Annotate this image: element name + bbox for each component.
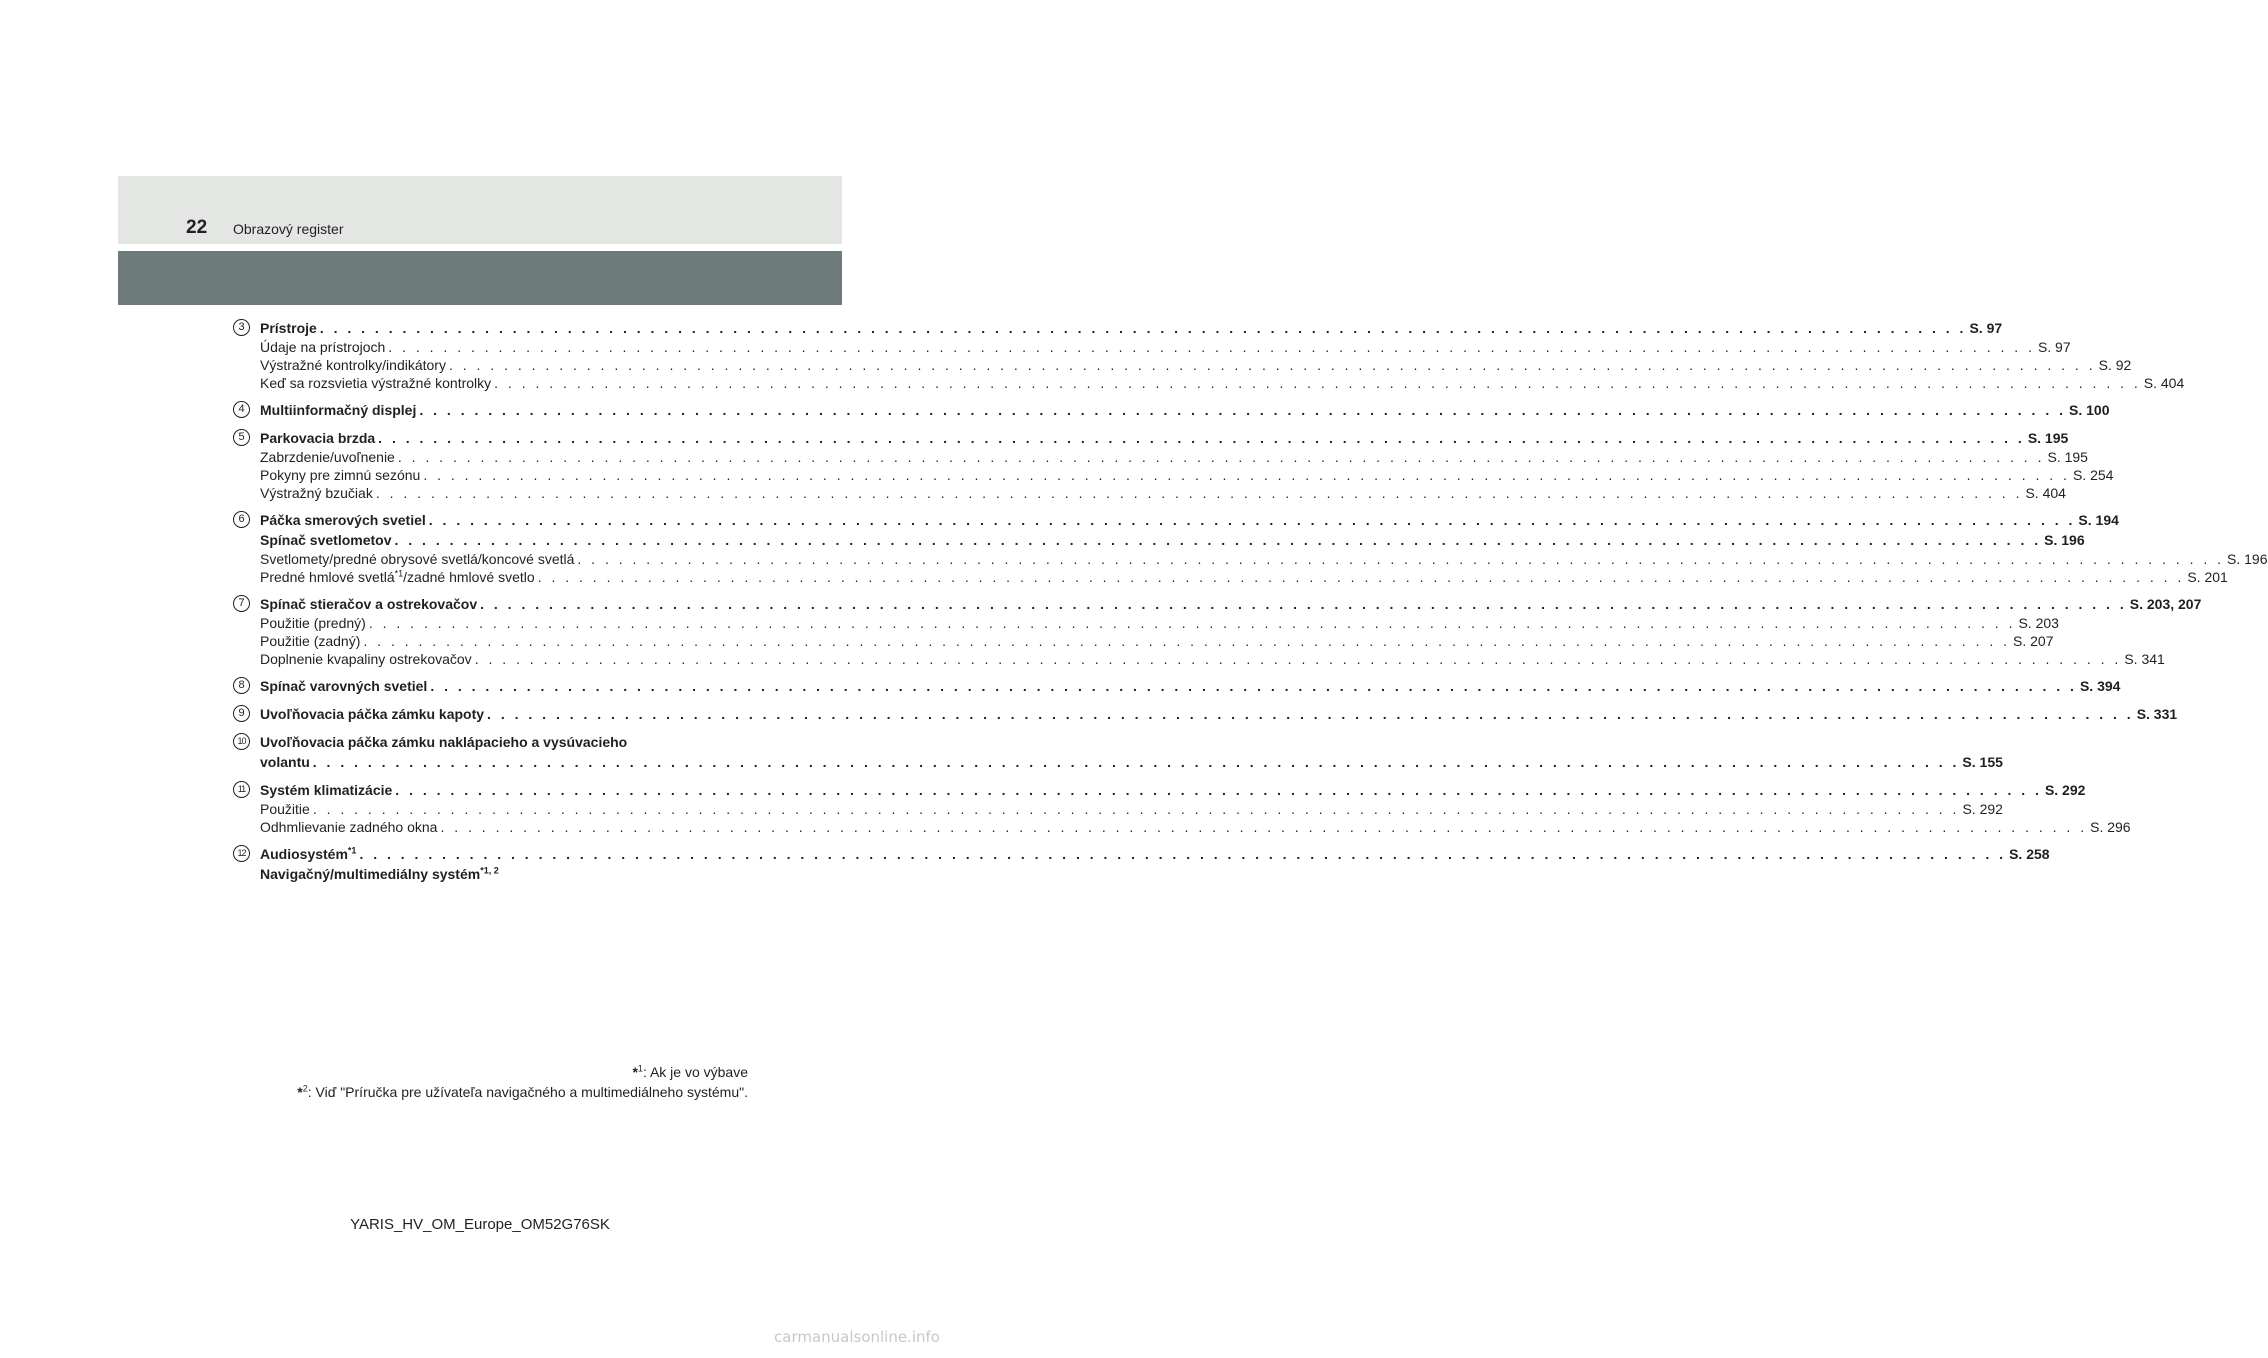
entry-label: [260, 400, 416, 420]
index-sub-entry[interactable]: [260, 374, 2185, 392]
circled-number-marker: 12: [233, 845, 250, 862]
index-group: [233, 844, 2050, 884]
entry-label: [260, 594, 477, 614]
dot-leader: . . . . . . . . . . . . . . . . . . . . . . . . . . . . . . . . . . . . . . . . . . . . . . . . . . . . . . . . . . . . . . . . . . . . . . . . . . . . . . . . . . . . . . . . . . . . . . . . . . . . . . . . . . . . . . . . . . . . . . . .: [312, 801, 1960, 817]
entry-text: Použitie: [260, 801, 310, 817]
dot-leader: . . . . . . . . . . . . . . . . . . . . . . . . . . . . . . . . . . . . . . . . . . . . . . . . . . . . . . . . . . . . . . . . . . . . . . . . . . . . . . . . . . . . . . . . . . . . . . . . . . . . . . . . . . . . . . . . . . . . . . . .: [577, 551, 2225, 567]
dot-leader: . . . . . . . . . . . . . . . . . . . . . . . . . . . . . . . . . . . . . . . . . . . . . . . . . . . . . . . . . . . . . . . . . . . . . . . . . . . . . . . . . . . . . . . . . . . . . . . . . . . . . . . . . . . . . . . . . . . . . . . .: [440, 819, 2088, 835]
entry-label: [260, 568, 535, 586]
index-group: [233, 318, 2185, 392]
index-group: [233, 676, 2121, 696]
footnote-star: *: [632, 1064, 638, 1080]
entry-label: [260, 356, 446, 374]
entry-text-continued: /zadné hmlové svetlo: [403, 569, 535, 585]
entry-label: [260, 428, 375, 448]
entry-label: [260, 864, 499, 884]
index-heading-entry[interactable]: [260, 510, 2119, 530]
index-sub-entry[interactable]: [260, 448, 2088, 466]
footnote-ref: *1: [347, 845, 357, 856]
index-heading-entry[interactable]: [260, 732, 725, 752]
entry-text: Výstražný bzučiak: [260, 485, 373, 501]
dot-leader: . . . . . . . . . . . . . . . . . . . . . . . . . . . . . . . . . . . . . . . . . . . . . . . . . . . . . . . . . . . . . . . . . . . . . . . . . . . . . . . . . . . . . . . . . . . . . . . . . . . . . . . . . . . . . . . . . . . . . . . .: [312, 754, 1960, 770]
entry-text: Audiosystém: [260, 846, 348, 862]
index-heading-entry[interactable]: [260, 318, 2003, 338]
dot-leader: . . . . . . . . . . . . . . . . . . . . . . . . . . . . . . . . . . . . . . . . . . . . . . . . . . . . . . . . . . . . . . . . . . . . . . . . . . . . . . . . . . . . . . . . . . . . . . . . . . . . . . . . . . . . . . . . . . . . . . . .: [419, 402, 2066, 418]
section-title: Obrazový register: [233, 221, 344, 237]
entry-label: [260, 338, 385, 356]
footnote-star: *: [297, 1084, 303, 1100]
dot-leader: . . . . . . . . . . . . . . . . . . . . . . . . . . . . . . . . . . . . . . . . . . . . . . . . . . . . . . . . . . . . . . . . . . . . . . . . . . . . . . . . . . . . . . . . . . . . . . . . . . . . . . . . . . . . . . . . . . . . . . . .: [388, 339, 2035, 355]
circled-number-marker: 5: [233, 429, 250, 446]
entry-label: [260, 510, 426, 530]
page-reference[interactable]: S. 201: [2187, 569, 2228, 585]
index-group: [233, 594, 2202, 668]
page-reference[interactable]: S. 292: [2044, 782, 2086, 798]
entry-text: Zabrzdenie/uvoľnenie: [260, 449, 395, 465]
watermark: carmanualsonline.info: [774, 1328, 940, 1346]
index-sub-entry[interactable]: [260, 650, 2165, 668]
index-sub-entry[interactable]: [260, 632, 2054, 650]
index-sub-entry[interactable]: [260, 484, 2066, 502]
page-reference[interactable]: S. 97: [1969, 320, 2003, 336]
index-sub-entry[interactable]: [260, 818, 2131, 836]
entry-text: Systém klimatizácie: [260, 782, 393, 798]
dot-leader: . . . . . . . . . . . . . . . . . . . . . . . . . . . . . . . . . . . . . . . . . . . . . . . . . . . . . . . . . . . . . . . . . . . . . . . . . . . . . . . . . . . . . . . . . . . . . . . . . . . . . . . . . . . . . . . . . . . . . . . .: [474, 651, 2122, 667]
index-group: [233, 780, 2131, 836]
entry-label: [260, 614, 366, 632]
entry-text: Parkovacia brzda: [260, 430, 376, 446]
index-sub-entry[interactable]: [260, 568, 2228, 586]
dot-leader: . . . . . . . . . . . . . . . . . . . . . . . . . . . . . . . . . . . . . . . . . . . . . . . . . . . . . . . . . . . . . . . . . . . . . . . . . . . . . . . . . . . . . . . . . . . . . . . . . . . . . . . . . . . . . . . . . . . . . . . .: [487, 706, 2134, 722]
circled-number-marker: 7: [233, 595, 250, 612]
index-heading-entry[interactable]: [260, 704, 2178, 724]
page-reference[interactable]: S. 196: [2044, 532, 2085, 548]
entry-text: Pokyny pre zimnú sezónu: [260, 467, 421, 483]
circled-number-marker: 11: [233, 781, 250, 798]
circled-number-marker: 8: [233, 677, 250, 694]
footnote: [297, 1062, 748, 1082]
entry-text: Svetlomety/predné obrysové svetlá/koncové svetlá: [260, 551, 575, 567]
entry-text: Použitie (predný): [260, 615, 366, 631]
page-reference[interactable]: S. 296: [2090, 819, 2131, 835]
entry-label: [260, 448, 395, 466]
index-heading-entry[interactable]: [260, 780, 2086, 800]
index-group: [233, 704, 2178, 724]
footnote-number: 2: [302, 1083, 308, 1094]
index-heading-entry[interactable]: [260, 400, 2110, 420]
index-sub-entry[interactable]: [260, 550, 2268, 568]
index-sub-entry[interactable]: [260, 614, 2059, 632]
page-reference[interactable]: S. 207: [2013, 633, 2054, 649]
entry-text: Uvoľňovacia páčka zámku kapoty: [260, 706, 485, 722]
entry-label: [260, 374, 491, 392]
page-reference[interactable]: S. 92: [2098, 357, 2132, 373]
dot-leader: . . . . . . . . . . . . . . . . . . . . . . . . . . . . . . . . . . . . . . . . . . . . . . . . . . . . . . . . . . . . . . . . . . . . . . . . . . . . . . . . . . . . . . . . . . . . . . . . . . . . . . . . . . . . . . . . . . . . . . . .: [430, 678, 2077, 694]
footnote: [297, 1082, 748, 1102]
dot-leader: . . . . . . . . . . . . . . . . . . . . . . . . . . . . . . . . . . . . . . . . . . . . . . . . . . . . . . . . . . . . . . . . . . . . . . . . . . . . . . . . . . . . . . . . . . . . . . . . . . . . . . . . . . . . . . . . . . . . . . . .: [375, 485, 2023, 501]
index-heading-entry[interactable]: [260, 530, 2085, 550]
page-reference[interactable]: S. 331: [2136, 706, 2178, 722]
entry-label: [260, 484, 373, 502]
dot-leader: . . . . . . . . . . . . . . . . . . . . . . . . . . . . . . . . . . . . . . . . . . . . . . . . . . . . . . . . . . . . . . . . . . . . . . . . . . . . . . . . . . . . . . . . . . . . . . . . . . . . . . . . . . . . . . . . . . . . . . . .: [395, 782, 2042, 798]
entry-text: Údaje na prístrojoch: [260, 339, 386, 355]
dot-leader: . . . . . . . . . . . . . . . . . . . . . . . . . . . . . . . . . . . . . . . . . . . . . . . . . . . . . . . . . . . . . . . . . . . . . . . . . . . . . . . . . . . . . . . . . . . . . . . . . . . . . . . . . . . . . . . . . . . . . . . .: [494, 375, 2141, 391]
dot-leader: . . . . . . . . . . . . . . . . . . . . . . . . . . . . . . . . . . . . . . . . . . . . . . . . . . . . . . . . . . . . . . . . . . . . . . . . . . . . . . . . . . . . . . . . . . . . . . . . . . . . . . . . . . . . . . . . . . . . . . . .: [363, 633, 2011, 649]
dot-leader: . . . . . . . . . . . . . . . . . . . . . . . . . . . . . . . . . . . . . . . . . . . . . . . . . . . . . . . . . . . . . . . . . . . . . . . . . . . . . . . . . . . . . . . . . . . . . . . . . . . . . . . . . . . . . . . . . . . . . . . .: [480, 596, 2127, 612]
entry-text: Odhmlievanie zadného okna: [260, 819, 438, 835]
entry-label: [260, 632, 360, 650]
page-reference[interactable]: S. 194: [2078, 512, 2119, 528]
circled-number-marker: 6: [233, 511, 250, 528]
entry-text: volantu: [260, 754, 310, 770]
entry-text: Navigačný/multimediálny systém: [260, 866, 481, 882]
index-entries: [233, 318, 2268, 892]
circled-number-marker: 10: [233, 733, 250, 750]
page-reference[interactable]: S. 404: [2143, 375, 2185, 391]
dot-leader: . . . . . . . . . . . . . . . . . . . . . . . . . . . . . . . . . . . . . . . . . . . . . . . . . . . . . . . . . . . . . . . . . . . . . . . . . . . . . . . . . . . . . . . . . . . . . . . . . . . . . . . . . . . . . . . . . . . . . . . .: [537, 569, 2185, 585]
entry-label: [260, 818, 437, 836]
footnote-ref: *1: [394, 568, 404, 579]
entry-text: Spínač stieračov a ostrekovačov: [260, 596, 478, 612]
circled-number-marker: 3: [233, 319, 250, 336]
page-reference[interactable]: S. 155: [1962, 754, 2003, 770]
page-reference[interactable]: S. 258: [2009, 846, 2050, 862]
footnote-text: : Ak je vo výbave: [642, 1064, 748, 1080]
circled-number-marker: 9: [233, 705, 250, 722]
dot-leader: . . . . . . . . . . . . . . . . . . . . . . . . . . . . . . . . . . . . . . . . . . . . . . . . . . . . . . . . . . . . . . . . . . . . . . . . . . . . . . . . . . . . . . . . . . . . . . . . . . . . . . . . . . . . . . . . . . . . . . . .: [378, 430, 2025, 446]
header-band: [118, 176, 842, 244]
entry-text: Páčka smerových svetiel: [260, 512, 426, 528]
entry-text: Spínač svetlometov: [260, 532, 392, 548]
circled-number-marker: 4: [233, 401, 250, 418]
entry-text: Prístroje: [260, 320, 317, 336]
dot-leader: . . . . . . . . . . . . . . . . . . . . . . . . . . . . . . . . . . . . . . . . . . . . . . . . . . . . . . . . . . . . . . . . . . . . . . . . . . . . . . . . . . . . . . . . . . . . . . . . . . . . . . . . . . . . . . . . . . . . . . . .: [394, 532, 2042, 548]
page-reference[interactable]: S. 196: [2227, 551, 2268, 567]
footnote-number: 1: [637, 1063, 643, 1074]
page-reference[interactable]: S. 394: [2079, 678, 2121, 694]
entry-text: Uvoľňovacia páčka zámku naklápacieho a vysúvacieho: [260, 734, 628, 750]
page-reference[interactable]: S. 254: [2072, 467, 2114, 483]
entry-label: [260, 844, 356, 864]
dot-leader: . . . . . . . . . . . . . . . . . . . . . . . . . . . . . . . . . . . . . . . . . . . . . . . . . . . . . . . . . . . . . . . . . . . . . . . . . . . . . . . . . . . . . . . . . . . . . . . . . . . . . . . . . . . . . . . . . . . . . . . .: [448, 357, 2096, 373]
dot-leader: . . . . . . . . . . . . . . . . . . . . . . . . . . . . . . . . . . . . . . . . . . . . . . . . . . . . . . . . . . . . . . . . . . . . . . . . . . . . . . . . . . . . . . . . . . . . . . . . . . . . . . . . . . . . . . . . . . . . . . . .: [368, 615, 2016, 631]
index-heading-entry[interactable]: [260, 428, 2069, 448]
entry-text: Spínač varovných svetiel: [260, 678, 428, 694]
index-heading-entry[interactable]: [260, 752, 2003, 772]
page-reference[interactable]: S. 203, 207: [2129, 596, 2202, 612]
index-sub-entry[interactable]: [260, 466, 2114, 484]
entry-label: [260, 752, 310, 772]
section-banner: [118, 251, 842, 305]
index-group: [233, 732, 2003, 772]
dot-leader: . . . . . . . . . . . . . . . . . . . . . . . . . . . . . . . . . . . . . . . . . . . . . . . . . . . . . . . . . . . . . . . . . . . . . . . . . . . . . . . . . . . . . . . . . . . . . . . . . . . . . . . . . . . . . . . . . . . . . . . .: [428, 512, 2076, 528]
page-reference[interactable]: S. 195: [2047, 449, 2088, 465]
footnote-ref: *1, 2: [480, 865, 499, 876]
page-reference[interactable]: S. 97: [2037, 339, 2071, 355]
dot-leader: . . . . . . . . . . . . . . . . . . . . . . . . . . . . . . . . . . . . . . . . . . . . . . . . . . . . . . . . . . . . . . . . . . . . . . . . . . . . . . . . . . . . . . . . . . . . . . . . . . . . . . . . . . . . . . . . . . . . . . . .: [423, 467, 2070, 483]
index-heading-entry[interactable]: [260, 676, 2121, 696]
entry-label: [260, 676, 427, 696]
dot-leader: . . . . . . . . . . . . . . . . . . . . . . . . . . . . . . . . . . . . . . . . . . . . . . . . . . . . . . . . . . . . . . . . . . . . . . . . . . . . . . . . . . . . . . . . . . . . . . . . . . . . . . . . . . . . . . . . . . . . . . . .: [397, 449, 2045, 465]
index-sub-entry[interactable]: [260, 356, 2132, 374]
dot-leader: . . . . . . . . . . . . . . . . . . . . . . . . . . . . . . . . . . . . . . . . . . . . . . . . . . . . . . . . . . . . . . . . . . . . . . . . . . . . . . . . . . . . . . . . . . . . . . . . . . . . . . . . . . . . . . . . . . . . . . . .: [319, 320, 1967, 336]
index-heading-entry[interactable]: [260, 844, 2050, 864]
entry-label: [260, 318, 317, 338]
footnotes: [297, 1062, 748, 1102]
footnote-text: : Viď "Príručka pre užívateľa navigačného a multimediálneho systému".: [307, 1084, 748, 1100]
entry-label: [260, 780, 392, 800]
entry-text: Predné hmlové svetlá: [260, 569, 395, 585]
index-group: [233, 428, 2114, 502]
entry-label: [260, 704, 484, 724]
page-reference[interactable]: S. 195: [2027, 430, 2069, 446]
page-reference[interactable]: S. 341: [2124, 651, 2165, 667]
index-sub-entry[interactable]: [260, 800, 2003, 818]
entry-label: [260, 550, 574, 568]
page-reference[interactable]: S. 404: [2025, 485, 2066, 501]
index-group: [233, 510, 2268, 586]
entry-label: [260, 530, 392, 550]
dot-leader: . . . . . . . . . . . . . . . . . . . . . . . . . . . . . . . . . . . . . . . . . . . . . . . . . . . . . . . . . . . . . . . . . . . . . . . . . . . . . . . . . . . . . . . . . . . . . . . . . . . . . . . . . . . . . . . . . . . . . . . .: [359, 846, 2007, 862]
entry-text: Keď sa rozsvietia výstražné kontrolky: [260, 375, 492, 391]
page-number: 22: [186, 217, 208, 238]
entry-label: [260, 732, 627, 752]
page-reference[interactable]: S. 100: [2069, 402, 2110, 418]
entry-text: Multiinformačný displej: [260, 402, 417, 418]
entry-label: [260, 800, 310, 818]
page-reference[interactable]: S. 203: [2018, 615, 2059, 631]
index-heading-entry[interactable]: [260, 864, 725, 884]
entry-label: [260, 650, 472, 668]
index-sub-entry[interactable]: [260, 338, 2071, 356]
entry-text: Výstražné kontrolky/indikátory: [260, 357, 446, 373]
index-heading-entry[interactable]: [260, 594, 2202, 614]
document-code: YARIS_HV_OM_Europe_OM52G76SK: [350, 1216, 610, 1233]
entry-label: [260, 466, 420, 484]
index-group: [233, 400, 2110, 420]
page-reference[interactable]: S. 292: [1962, 801, 2003, 817]
entry-text: Doplnenie kvapaliny ostrekovačov: [260, 651, 472, 667]
entry-text: Použitie (zadný): [260, 633, 361, 649]
